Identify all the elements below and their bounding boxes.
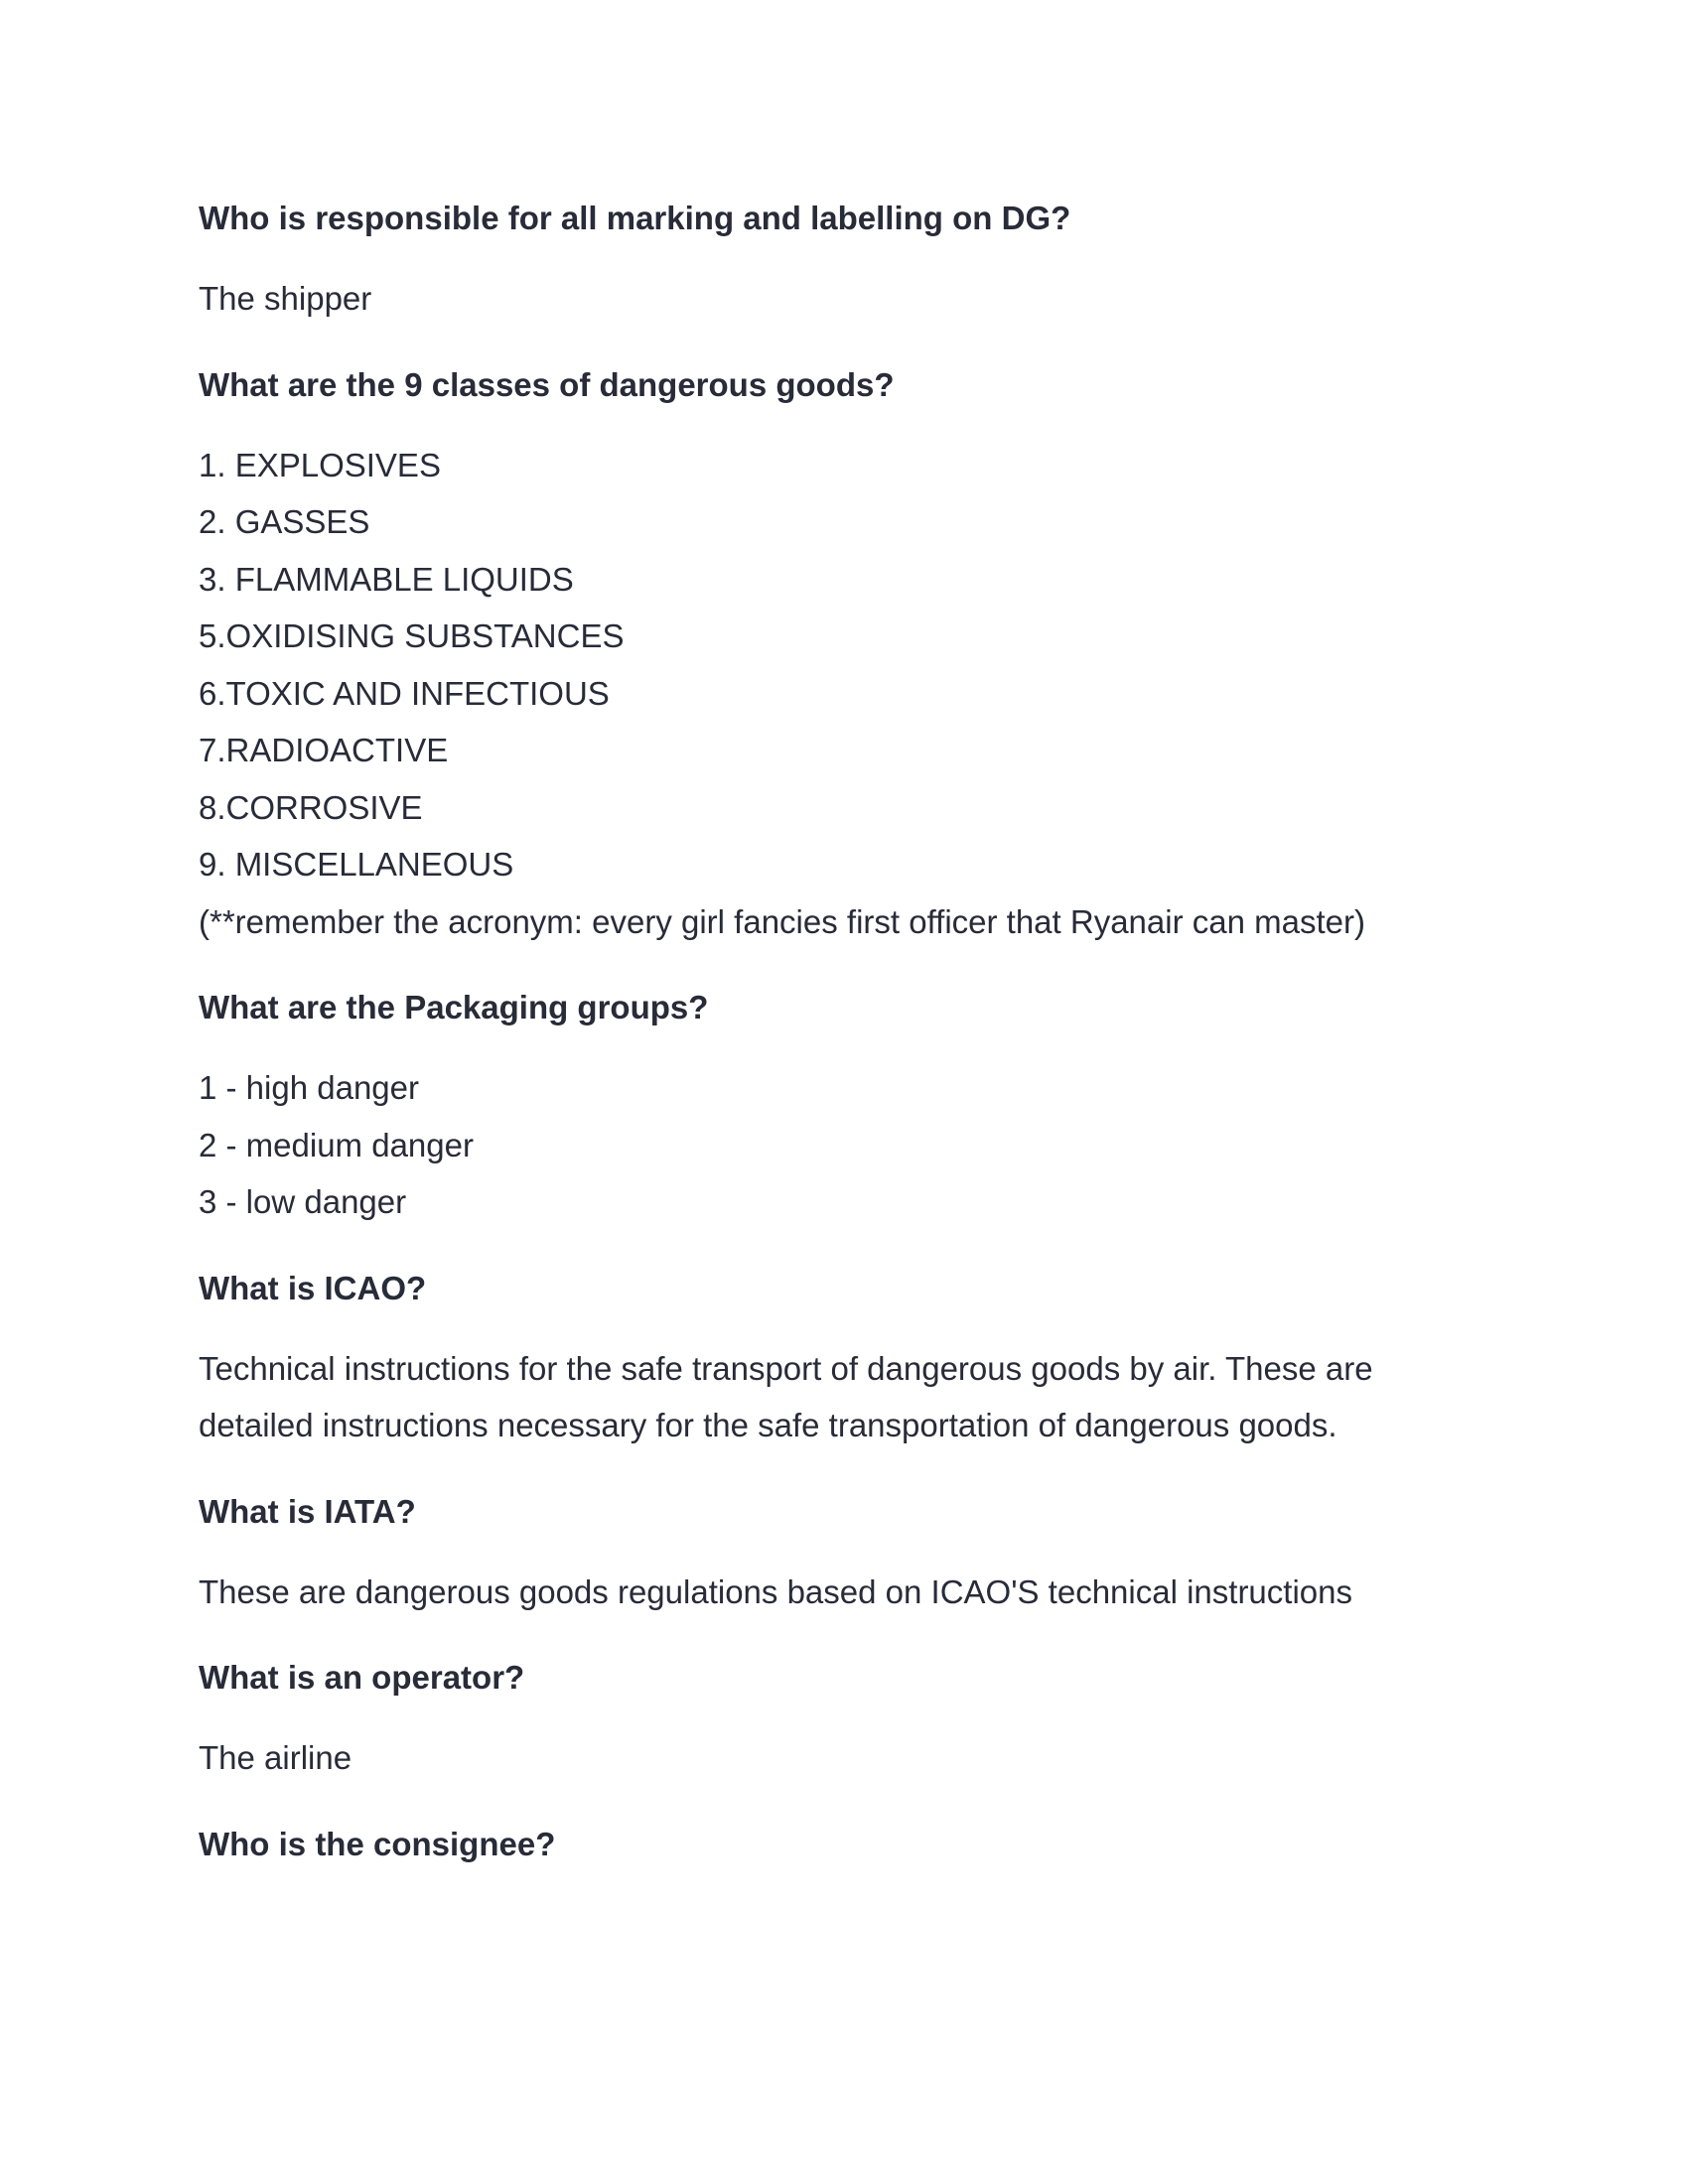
class-list-item: 1. EXPLOSIVES (199, 446, 441, 483)
answer-block (199, 1729, 1489, 1787)
answer-line: These are dangerous goods regulations based on ICAO'S technical instructions (199, 1572, 1352, 1610)
class-list-item: 6.TOXIC AND INFECTIOUS (199, 674, 610, 712)
answer-line: detailed instructions necessary for the safe transportation of dangerous goods. (199, 1407, 1337, 1443)
packaging-group-item: 1 - high danger (199, 1069, 419, 1106)
document-page (199, 195, 1489, 1868)
question-heading: Who is responsible for all marking and labelling on DG? (199, 200, 1071, 236)
qa-item-operator (199, 1654, 1489, 1787)
question-heading: What is ICAO? (199, 1269, 427, 1306)
qa-item-packaging-groups (199, 984, 1489, 1231)
packaging-group-item: 3 - low danger (199, 1183, 407, 1220)
class-list-item: 8.CORROSIVE (199, 788, 423, 826)
qa-item-iata (199, 1488, 1489, 1621)
question-heading: What are the 9 classes of dangerous goods? (199, 365, 895, 403)
qa-item-icao (199, 1265, 1489, 1454)
class-list-item: 7.RADIOACTIVE (199, 732, 449, 768)
class-list-item: 9. MISCELLANEOUS (199, 846, 514, 883)
answer-list (199, 1059, 1489, 1231)
answer-line: Technical instructions for the safe transport of dangerous goods by air. These are (199, 1349, 1373, 1387)
answer-block (199, 270, 1489, 328)
answer-block (199, 1340, 1489, 1454)
answer-line: The airline (199, 1739, 352, 1776)
answer-list (199, 437, 1489, 951)
class-list-item: 2. GASSES (199, 503, 370, 540)
answer-line: The shipper (199, 280, 372, 317)
question-heading: Who is the consignee? (199, 1825, 556, 1862)
question-heading: What are the Packaging groups? (199, 989, 709, 1025)
class-list-item: 3. FLAMMABLE LIQUIDS (199, 560, 574, 598)
acronym-note: (**remember the acronym: every girl fancies first officer that Ryanair can master) (199, 902, 1365, 940)
answer-block (199, 1564, 1489, 1621)
question-heading: What is an operator? (199, 1659, 525, 1696)
qa-item-dg-classes (199, 361, 1489, 951)
question-heading: What is IATA? (199, 1492, 416, 1530)
qa-item-responsible-marking (199, 195, 1489, 328)
class-list-item: 5.OXIDISING SUBSTANCES (199, 617, 625, 654)
qa-item-consignee (199, 1821, 1489, 1868)
packaging-group-item: 2 - medium danger (199, 1126, 474, 1163)
